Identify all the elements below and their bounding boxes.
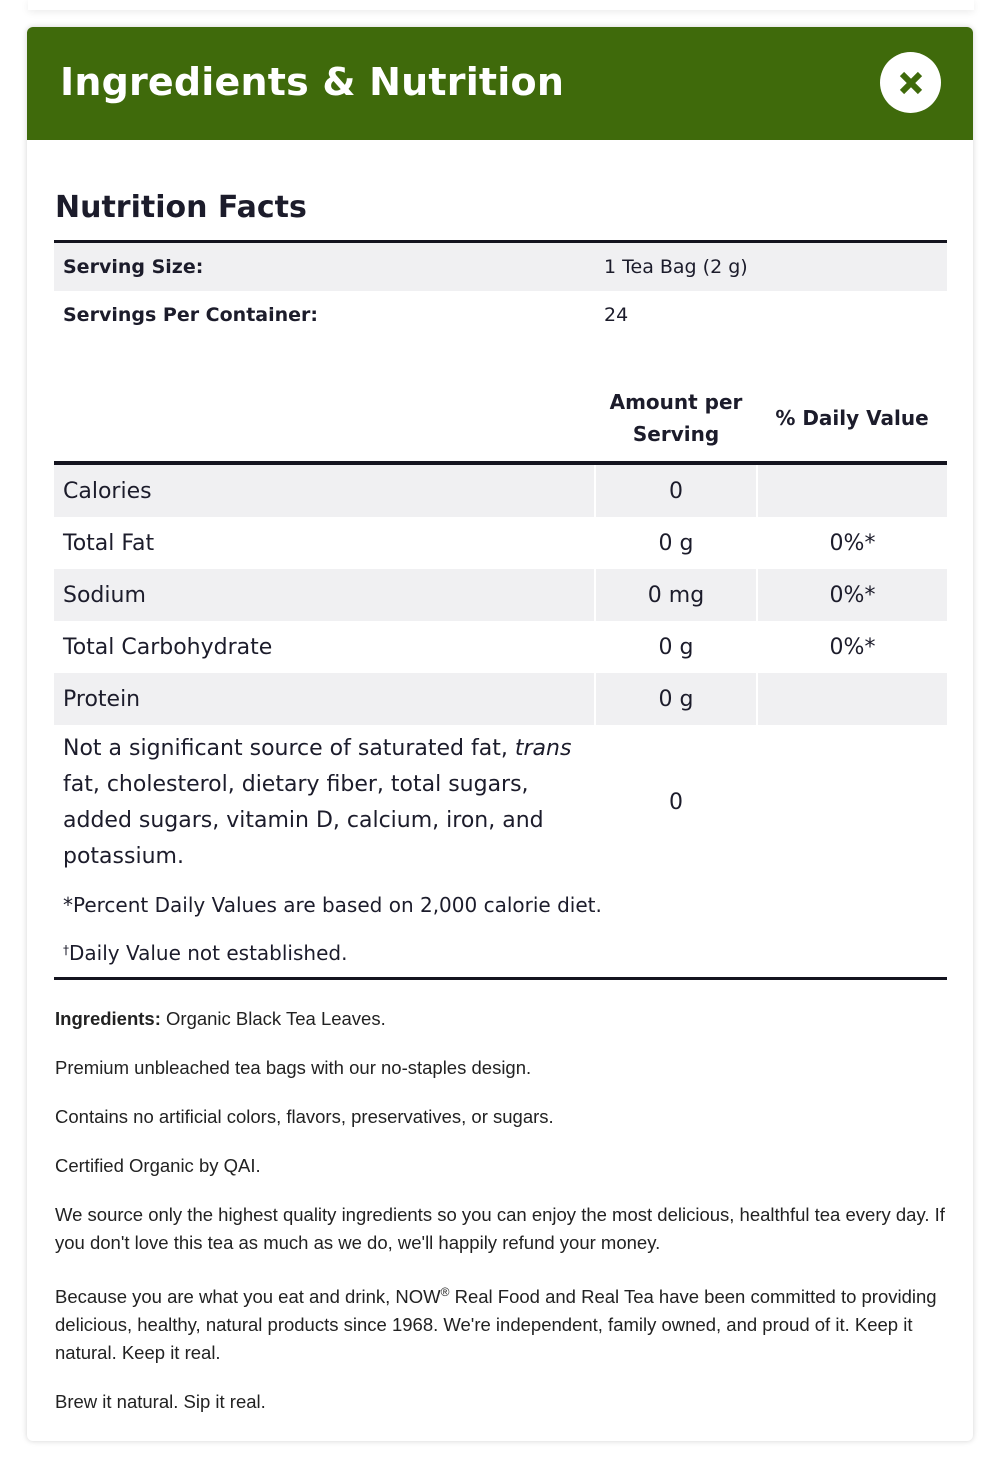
servings-per-container-label: Servings Per Container: xyxy=(63,304,319,326)
nutrition-facts-heading: Nutrition Facts xyxy=(55,190,307,225)
info-text: Real Food and Real Tea have been committed to providing delicious, healthy, natural products since 1968. We're independent, family owned, and proud of it. Keep it natural. Keep it real. xyxy=(55,1286,937,1364)
note-italic-text: trans xyxy=(514,736,572,761)
dagger-symbol: † xyxy=(63,943,69,957)
info-text: Because you are what you eat and drink, NOW xyxy=(55,1286,441,1308)
insignificant-sources-row xyxy=(54,725,947,881)
serving-size-value: 1 Tea Bag (2 g) xyxy=(595,242,947,292)
table-row xyxy=(54,673,947,725)
info-paragraph xyxy=(55,1278,947,1367)
percent-daily-footnote: *Percent Daily Values are based on 2,000 calorie diet. xyxy=(63,893,602,917)
nutrient-name: Protein xyxy=(54,673,595,725)
table-row xyxy=(54,517,947,569)
info-paragraph: Contains no artificial colors, flavors, preservatives, or sugars. xyxy=(55,1106,554,1127)
close-x-icon xyxy=(898,70,924,96)
insignificant-sources-note xyxy=(54,725,595,881)
serving-size-label: Serving Size: xyxy=(54,242,595,292)
nutrient-amount: 0 g xyxy=(595,673,757,725)
registered-mark: ® xyxy=(440,1285,450,1299)
ingredients-paragraph xyxy=(55,1005,947,1033)
nutrient-name: Sodium xyxy=(54,569,595,621)
ingredients-nutrition-modal xyxy=(27,27,973,1441)
nutrient-daily-value: 0%* xyxy=(829,530,876,556)
percent-footnote-row xyxy=(54,881,947,929)
product-info xyxy=(55,1005,947,1437)
nutrient-name: Calories xyxy=(54,463,595,517)
amount-per-serving-header: Amount per Serving xyxy=(595,375,757,463)
servings-per-container-value: 24 xyxy=(604,304,629,326)
nutrient-daily-value: 0%* xyxy=(829,634,876,660)
note-text: Not a significant source of saturated fat, xyxy=(63,736,515,761)
modal-header xyxy=(27,27,973,140)
table-row xyxy=(54,621,947,673)
info-paragraph: Premium unbleached tea bags with our no-staples design. xyxy=(55,1057,532,1078)
nutrient-daily-value: 0%* xyxy=(757,569,947,621)
daily-value-header: % Daily Value xyxy=(757,375,947,463)
dagger-footnote-text: Daily Value not established. xyxy=(69,941,348,965)
info-paragraph: Certified Organic by QAI. xyxy=(55,1155,261,1176)
note-amount: 0 xyxy=(669,790,683,815)
nutrient-amount: 0 g xyxy=(595,621,757,673)
page-top-edge xyxy=(28,0,974,10)
table-row xyxy=(54,569,947,621)
dagger-footnote xyxy=(54,929,947,979)
close-button[interactable] xyxy=(880,52,941,113)
nutrient-name: Total Fat xyxy=(63,530,155,556)
table-row xyxy=(54,463,947,517)
table-header-row xyxy=(54,375,947,463)
note-text: fat, cholesterol, dietary fiber, total sugars, added sugars, vitamin D, calcium, iron, and potassium. xyxy=(63,772,544,869)
info-paragraph: Brew it natural. Sip it real. xyxy=(55,1391,266,1413)
modal-title: Ingredients & Nutrition xyxy=(60,60,565,104)
nutrient-name: Total Carbohydrate xyxy=(63,634,273,660)
nutrient-amount: 0 mg xyxy=(595,569,757,621)
servings-per-container-row xyxy=(54,291,947,339)
nutrition-facts-table xyxy=(54,240,947,980)
serving-size-row xyxy=(54,242,947,292)
nutrient-amount: 0 g xyxy=(595,517,757,569)
nutrient-daily-value xyxy=(757,673,947,725)
nutrient-amount: 0 xyxy=(595,463,757,517)
dagger-footnote-row xyxy=(54,929,947,979)
ingredients-label: Ingredients: xyxy=(55,1008,161,1029)
ingredients-text: Organic Black Tea Leaves. xyxy=(160,1008,386,1029)
info-paragraph: We source only the highest quality ingredients so you can enjoy the most delicious, healthful tea every day. If you don't love this tea as much as we do, we'll happily refund your money. xyxy=(55,1204,945,1253)
nutrient-daily-value xyxy=(757,463,947,517)
